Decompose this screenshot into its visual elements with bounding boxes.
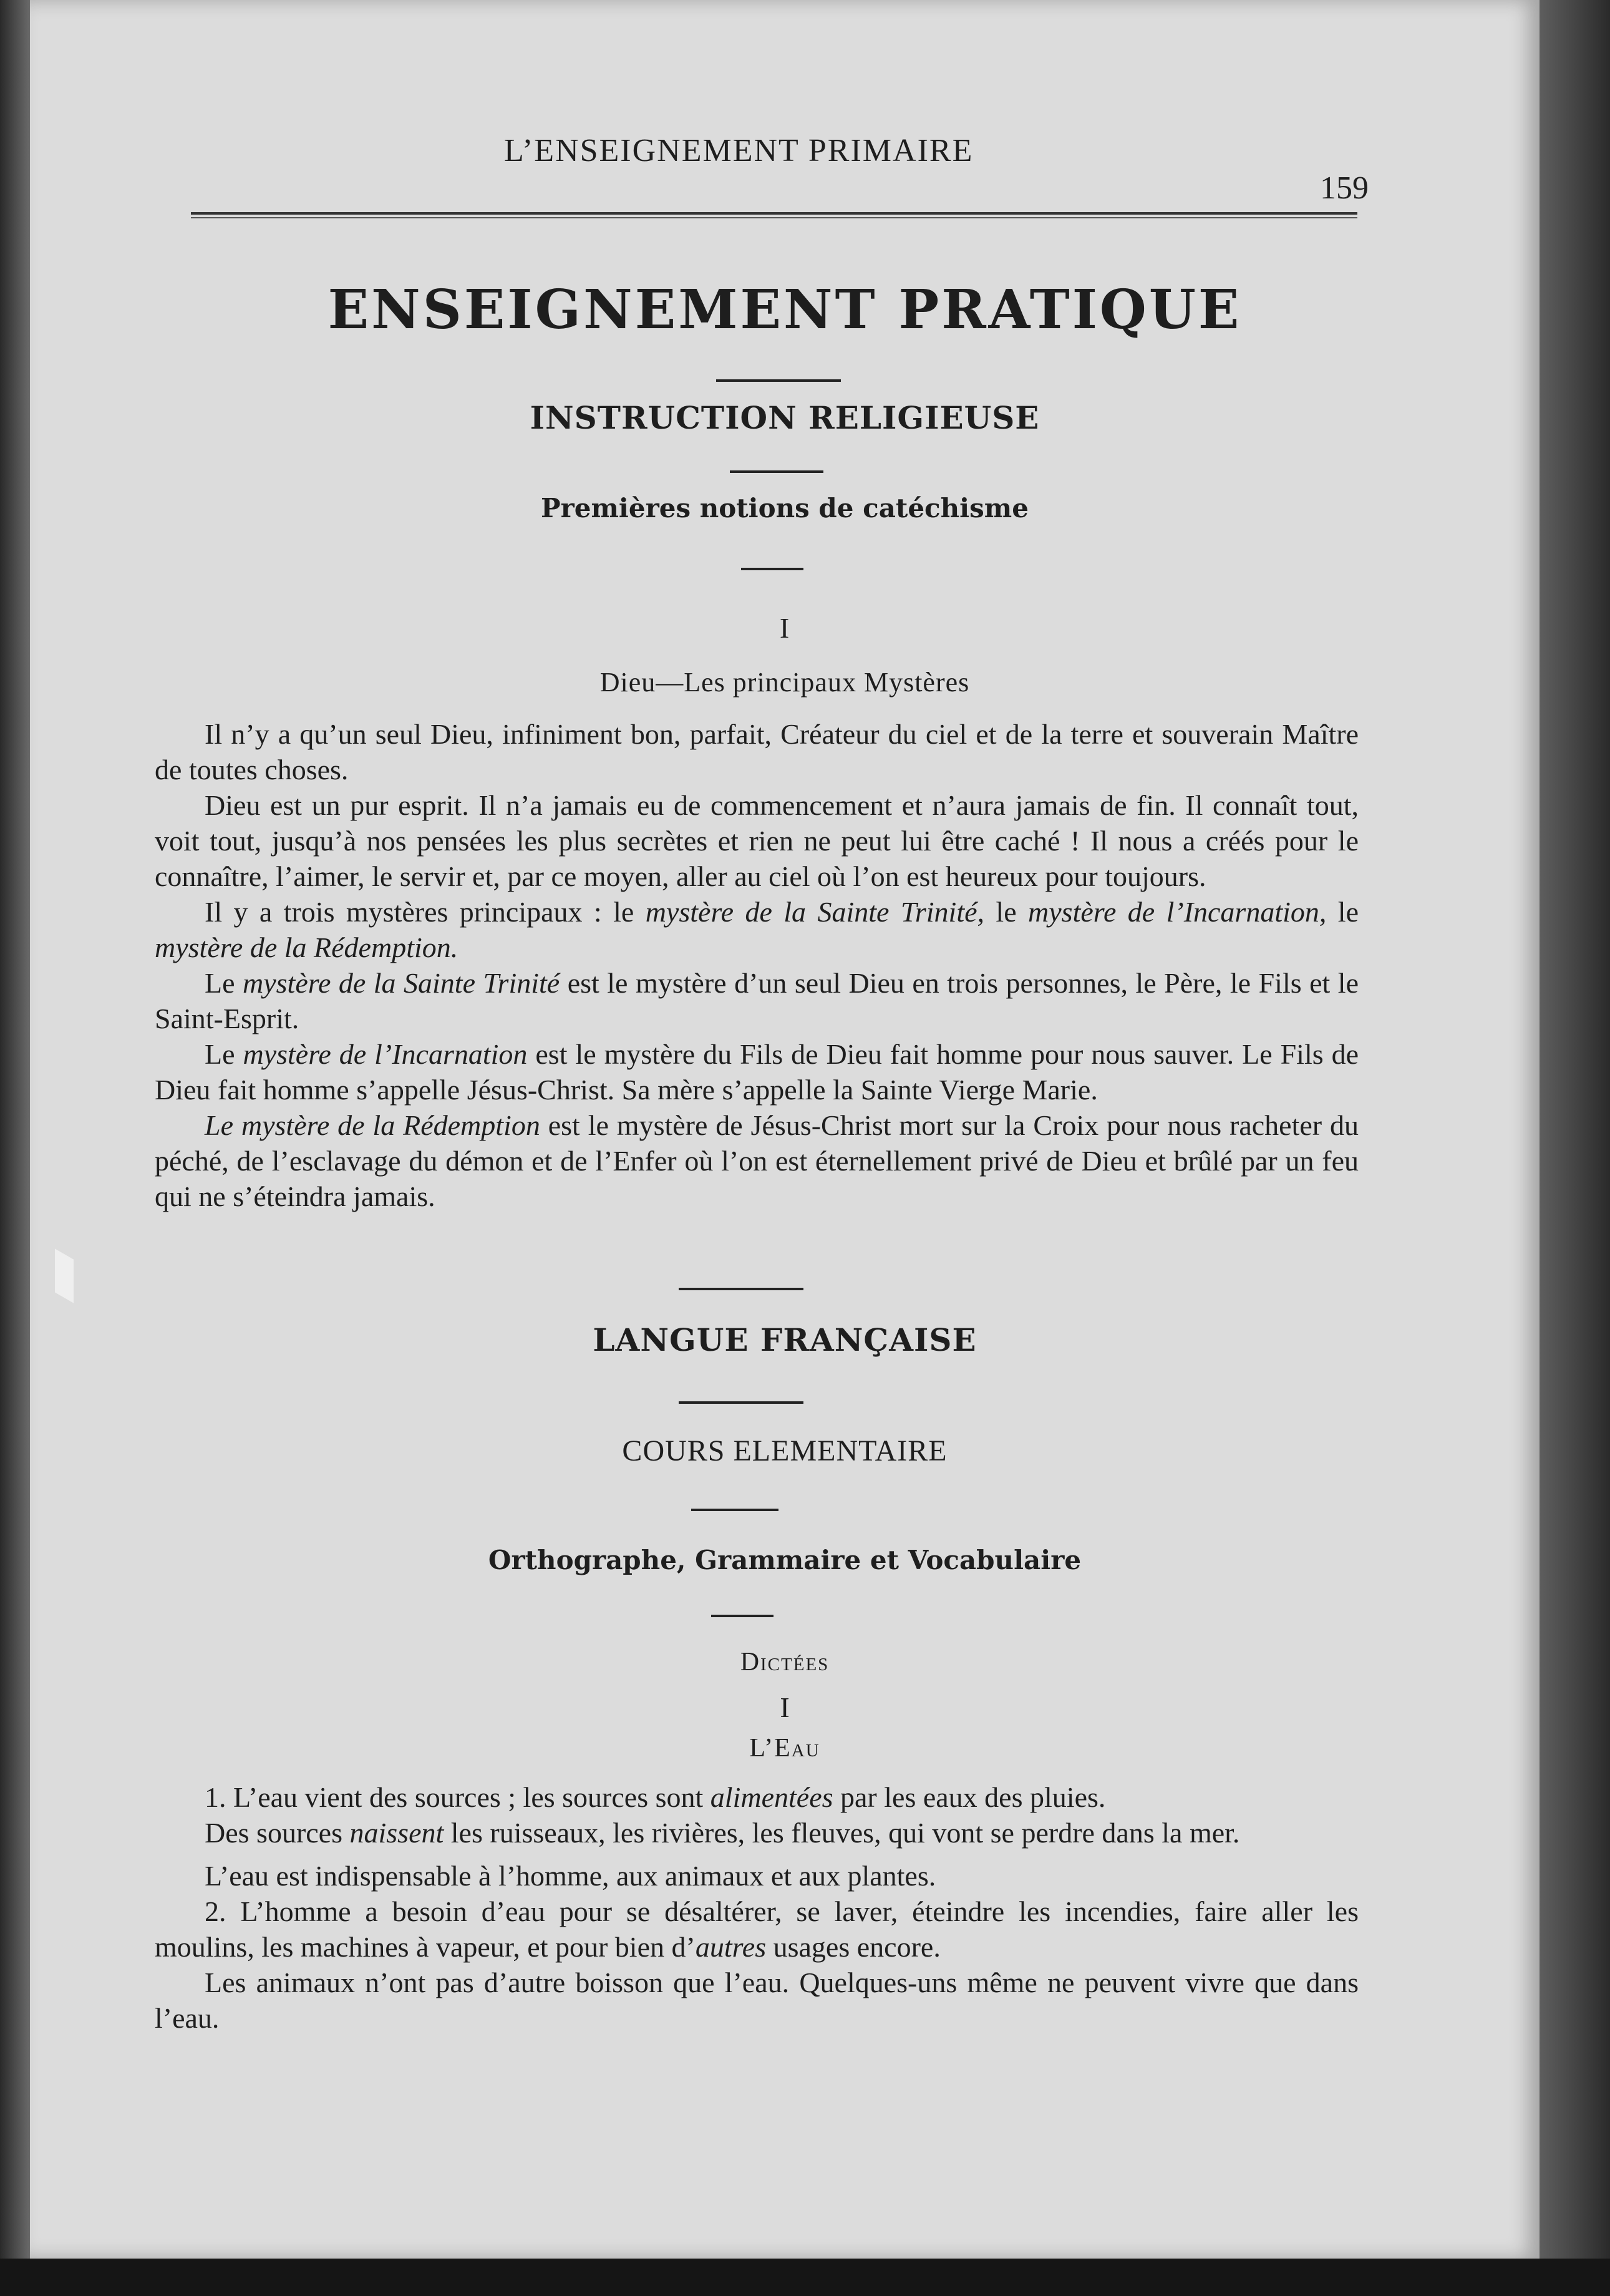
subsection-title-catechism: Premières notions de catéchisme <box>541 493 1029 523</box>
divider <box>716 379 841 382</box>
french-text <box>155 1779 1359 2036</box>
text-run: Le <box>205 967 243 999</box>
religion-text <box>155 716 1359 1214</box>
page-tab-mark <box>55 1248 74 1303</box>
paragraph <box>155 716 1359 787</box>
paragraph <box>155 1036 1359 1107</box>
page-number: 159 <box>1320 170 1369 206</box>
scan-left-edge <box>0 0 30 2259</box>
paragraph <box>155 1107 1359 1214</box>
section-title-french: LANGUE FRANÇAISE <box>593 1321 977 1358</box>
header-rule <box>191 212 1357 218</box>
divider <box>730 470 823 473</box>
paragraph <box>155 1965 1359 2036</box>
paragraph <box>155 965 1359 1036</box>
section-title-religion: INSTRUCTION RELIGIEUSE <box>530 399 1040 436</box>
scan-bottom-edge <box>0 2259 1610 2296</box>
text-run: le <box>1326 896 1359 928</box>
divider <box>679 1288 803 1290</box>
text-run: les ruisseaux, les rivières, les fleuves, qui vont se perdre dans la mer. <box>444 1817 1240 1849</box>
italic-text: naissent <box>349 1817 444 1849</box>
heading-eau: L’Eau <box>749 1734 820 1763</box>
text-run: Dieu est un pur esprit. Il n’a jamais eu de commencement et n’aura jamais de fin. Il connaît tout, voit tout, jusqu’à nos pensées les plus secrètes et rien ne peut lui être caché ! Il nous a créés pour le connaître, l’aimer, le servir et, par ce moyen, aller au ciel où l’on est heureux pour toujours. <box>155 789 1359 892</box>
text-run: 1. L’eau vient des sources ; les sources sont <box>205 1781 710 1813</box>
text-run: Il y a trois mystères principaux : le <box>205 896 646 928</box>
italic-text: mystère de la Sainte Trinité <box>243 967 560 999</box>
paragraph <box>155 787 1359 894</box>
running-head: L’ENSEIGNEMENT PRIMAIRE <box>504 133 974 168</box>
text-run: Les animaux n’ont pas d’autre boisson que l’eau. Quelques-uns même ne peuvent vivre que dans l’eau. <box>155 1967 1359 2034</box>
divider <box>691 1509 778 1511</box>
divider <box>741 568 803 570</box>
paragraph <box>155 894 1359 965</box>
italic-text: alimentées <box>710 1781 833 1813</box>
italic-text: Le mystère de la Rédemption <box>205 1109 540 1141</box>
scan-right-edge <box>1540 0 1610 2296</box>
text-run: 2. L’homme a besoin d’eau pour se désaltérer, se laver, éteindre les incendies, faire aller les moulins, les machines à vapeur, et pour bien d’ <box>155 1895 1359 1963</box>
text-run: Il n’y a qu’un seul Dieu, infiniment bon, parfait, Créateur du ciel et de la terre et souverain Maître de toutes choses. <box>155 718 1359 786</box>
paragraph <box>155 1815 1359 1851</box>
book-page <box>30 0 1540 2259</box>
italic-text: mystère de la Rédemption. <box>155 932 458 963</box>
course-title: COURS ELEMENTAIRE <box>622 1434 948 1467</box>
paragraph <box>155 1858 1359 1894</box>
italic-text: mystère de l’Incarnation <box>243 1038 528 1070</box>
italic-text: autres <box>695 1931 767 1963</box>
divider <box>711 1615 773 1617</box>
text-run: Le <box>205 1038 243 1070</box>
text-run: par les eaux des pluies. <box>833 1781 1106 1813</box>
text-run: est le mystère d’un seul Dieu en trois personnes, le Père, le Fils et le Saint-Esprit. <box>155 967 1359 1034</box>
page-title: ENSEIGNEMENT PRATIQUE <box>327 278 1242 341</box>
text-run: L’eau est indispensable à l’homme, aux animaux et aux plantes. <box>205 1860 936 1892</box>
italic-text: mystère de la Sainte Trinité, <box>645 896 985 928</box>
text-run: usages encore. <box>766 1931 941 1963</box>
paragraph <box>155 1779 1359 1815</box>
paragraph <box>155 1894 1359 1965</box>
divider <box>679 1401 803 1404</box>
roman-numeral: I <box>779 612 790 644</box>
text-run: est le mystère de Jésus-Christ mort sur la Croix pour nous racheter du péché, de l’esclavage du démon et de l’Enfer où l’on est éternellement privé de Dieu et brûlé par un feu qui ne s’éteindra jamais. <box>155 1109 1359 1212</box>
dictees-label: Dictées <box>740 1648 830 1676</box>
roman-numeral: I <box>780 1691 790 1723</box>
text-run: le <box>984 896 1029 928</box>
heading-dieu: Dieu—Les principaux Mystères <box>599 667 970 698</box>
text-run: est le mystère du Fils de Dieu fait homme pour nous sauver. Le Fils de Dieu fait homme s’appelle Jésus-Christ. Sa mère s’appelle la Sainte Vierge Marie. <box>155 1038 1359 1106</box>
text-run: Des sources <box>205 1817 350 1849</box>
italic-text: mystère de l’Incarnation, <box>1028 896 1327 928</box>
subsection-title-orthographe: Orthographe, Grammaire et Vocabulaire <box>488 1545 1082 1575</box>
